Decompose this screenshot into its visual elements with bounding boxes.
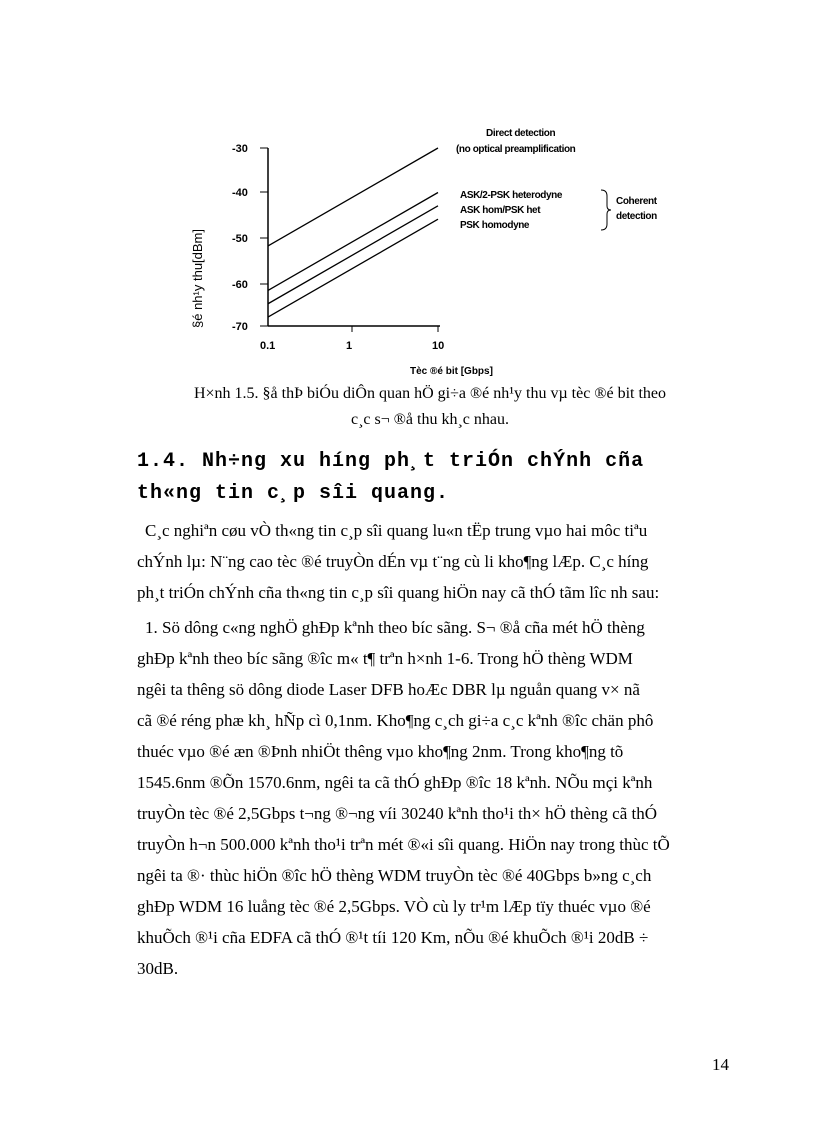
label-direct-detection: Direct detection	[486, 128, 556, 139]
label-detection: detection	[616, 211, 657, 222]
paragraph-line: ngêi ta thêng sö dông diode Laser DFB hoÆc DBR lµ nguån quang v× nã	[137, 680, 640, 699]
paragraph-line: ph¸t triÓn chÝnh cña th«ng tin c¸p sîi quang hiÖn nay cã thÓ tãm lîc nh sau:	[137, 583, 660, 602]
paragraph-line: ngêi ta ®· thùc hiÖn ®îc hÖ thèng WDM truyÒn tèc ®é 40Gbps b»ng c¸ch	[137, 866, 652, 885]
paragraph-line: 1. Sö dông c«ng nghÖ ghÐp kªnh theo bíc sãng. S¬ ®å cña mét hÖ thèng	[145, 618, 645, 637]
chart-svg	[180, 118, 680, 380]
y-tick-label: -40	[232, 187, 248, 199]
paragraph-line: ghÐp kªnh theo bíc sãng ®îc m« t¶ trªn h×nh 1-6. Trong hÖ thèng WDM	[137, 649, 633, 668]
paragraph-line: truyÒn h¬n 500.000 kªnh tho¹i trªn mét ®«i sîi quang. HiÖn nay trong thùc tÕ	[137, 835, 670, 854]
paragraph-line: 1545.6nm ®Õn 1570.6nm, ngêi ta cã thÓ ghÐp ®îc 18 kªnh. NÕu mçi kªnh	[137, 773, 653, 792]
paragraph-line: ghÐp WDM 16 luång tèc ®é 2,5Gbps. VÒ cù ly tr¹m lÆp tïy thuéc vµo ®é	[137, 897, 651, 916]
coherent-brace	[601, 190, 611, 230]
series-line-direct	[268, 148, 438, 246]
intro-paragraph	[137, 515, 717, 608]
label-ask-hom-psk-het: ASK hom/PSK het	[460, 205, 541, 216]
y-tick-label: -30	[232, 143, 248, 155]
x-ticks	[260, 326, 444, 352]
y-tick-label: -60	[232, 279, 248, 291]
paragraph-line: chÝnh lµ: N¨ng cao tèc ®é truyÒn dÉn vµ t¨ng cù li kho¶ng lÆp. C¸c híng	[137, 552, 649, 571]
paragraph-line: C¸c nghiªn cøu vÒ th«ng tin c¸p sîi quang lu«n tËp trung vµo hai môc tiªu	[145, 521, 648, 540]
label-coherent: Coherent	[616, 196, 657, 207]
label-no-optical-preamp: (no optical preamplification	[456, 144, 576, 155]
section-heading-line-1: 1.4. Nh÷ng xu híng ph¸t triÓn chÝnh cña	[137, 450, 645, 473]
x-tick-label: 10	[432, 340, 445, 352]
paragraph-line: khuÕch ®¹i cña EDFA cã thÓ ®¹t tíi 120 Km, nÕu ®é khuÕch ®¹i 20dB ÷	[137, 928, 649, 947]
item-1-paragraph	[137, 612, 717, 984]
series-line-ask-hom-psk-het	[268, 206, 438, 304]
y-tick-label: -50	[232, 233, 248, 245]
y-tick-label: -70	[232, 321, 248, 333]
series-line-psk-homodyne	[268, 219, 438, 317]
y-ticks	[232, 143, 268, 333]
sensitivity-chart	[180, 118, 680, 380]
x-axis-label: Tèc ®é bit [Gbps]	[410, 366, 493, 377]
paragraph-line: 30dB.	[137, 959, 179, 978]
x-tick-label: 0.1	[260, 340, 276, 352]
figure-caption-line-2: c¸c s¬ ®å thu kh¸c nhau.	[350, 411, 509, 428]
x-tick-label: 1	[346, 340, 353, 352]
paragraph-line: truyÒn tèc ®é 2,5Gbps t¬ng ®¬ng víi 30240 kªnh tho¹i th× hÖ thèng cã thÓ	[137, 804, 658, 823]
section-heading-line-2: th«ng tin c¸p sîi quang.	[137, 482, 450, 505]
y-axis-label: §é nh¹y thu[dBm]	[190, 229, 205, 328]
paragraph-line: thuéc vµo ®é æn ®Þnh nhiÖt thêng vµo kho¶ng 2nm. Trong kho¶ng tõ	[137, 742, 624, 761]
paragraph-line: cã ®é réng phæ kh¸ hÑp cì 0,1nm. Kho¶ng c¸ch gi÷a c¸c kªnh ®îc chän phô	[137, 711, 654, 730]
page-number: 14	[712, 1055, 729, 1074]
label-psk-homodyne: PSK homodyne	[460, 220, 530, 231]
series-line-ask-heterodyne	[268, 193, 438, 291]
figure-caption-line-1: H×nh 1.5. §å thÞ biÓu diÔn quan hÖ gi÷a ®é nh¹y thu vµ tèc ®é bit theo	[193, 385, 667, 402]
label-ask-heterodyne: ASK/2-PSK heterodyne	[460, 190, 563, 201]
